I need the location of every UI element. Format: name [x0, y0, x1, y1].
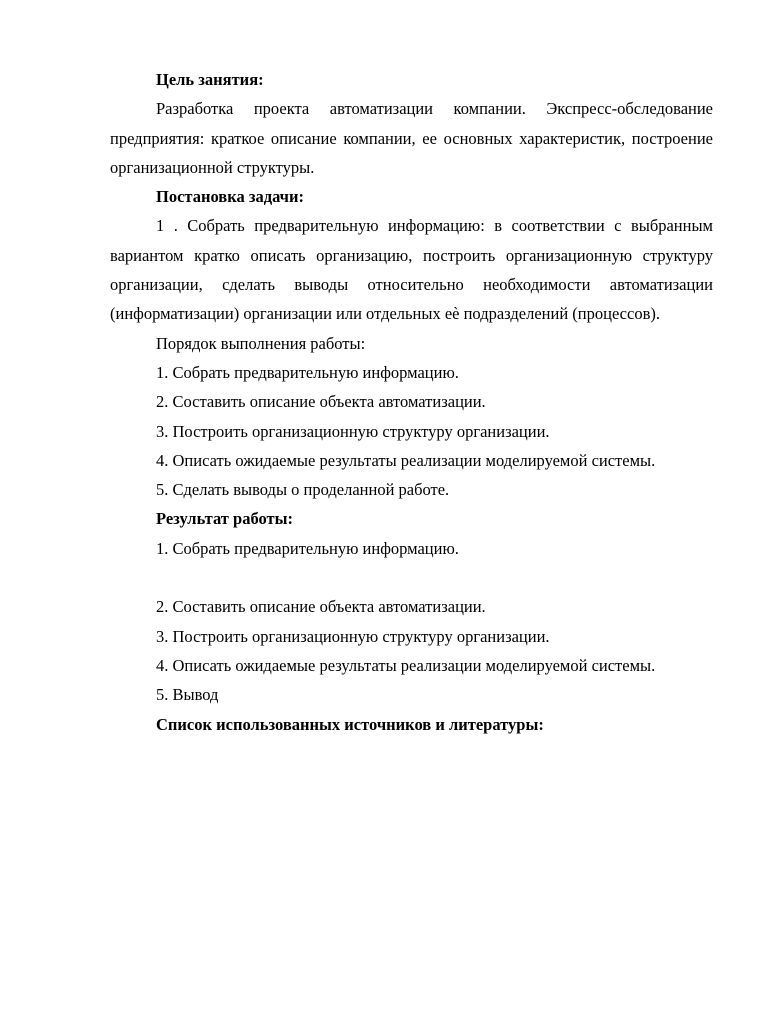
result-item: 4. Описать ожидаемые результаты реализации моделируемой системы. [156, 655, 656, 675]
step-item: 2. Составить описание объекта автоматизации. [156, 392, 486, 412]
task-heading: Постановка задачи: [156, 187, 304, 207]
task-text: 1 . Собрать предварительную информацию: в соответствии с выбранным вариантом кратко описать организацию, построить организационную структуру организации, сделать выводы относительно необходимости автоматизации (информатизации) организации или отдельных eè подразделений (процессов). [110, 216, 713, 324]
step-item: 1. Собрать предварительную информацию. [156, 362, 459, 382]
sources-heading: Список использованных источников и литературы: [156, 714, 544, 734]
step-item: 3. Построить организационную структуру организации. [156, 421, 550, 441]
result-item: 1. Собрать предварительную информацию. [156, 538, 459, 558]
goal-text: Разработка проекта автоматизации компании. Экспресс-обследование предприятия: краткое описание компании, ее основных характеристик, построение организационной структуры. [110, 99, 713, 177]
result-item: 2. Составить описание объекта автоматизации. [156, 597, 486, 617]
step-item: 5. Сделать выводы о проделанной работе. [156, 480, 450, 500]
step-item: 4. Описать ожидаемые результаты реализации моделируемой системы. [156, 450, 656, 470]
document-page [110, 65, 713, 739]
result-item: 5. Вывод [156, 685, 219, 705]
result-heading: Результат работы: [156, 509, 293, 529]
order-title: Порядок выполнения работы: [156, 333, 366, 353]
blank-line [110, 563, 713, 592]
goal-heading: Цель занятия: [156, 70, 264, 89]
result-item: 3. Построить организационную структуру организации. [156, 626, 550, 646]
